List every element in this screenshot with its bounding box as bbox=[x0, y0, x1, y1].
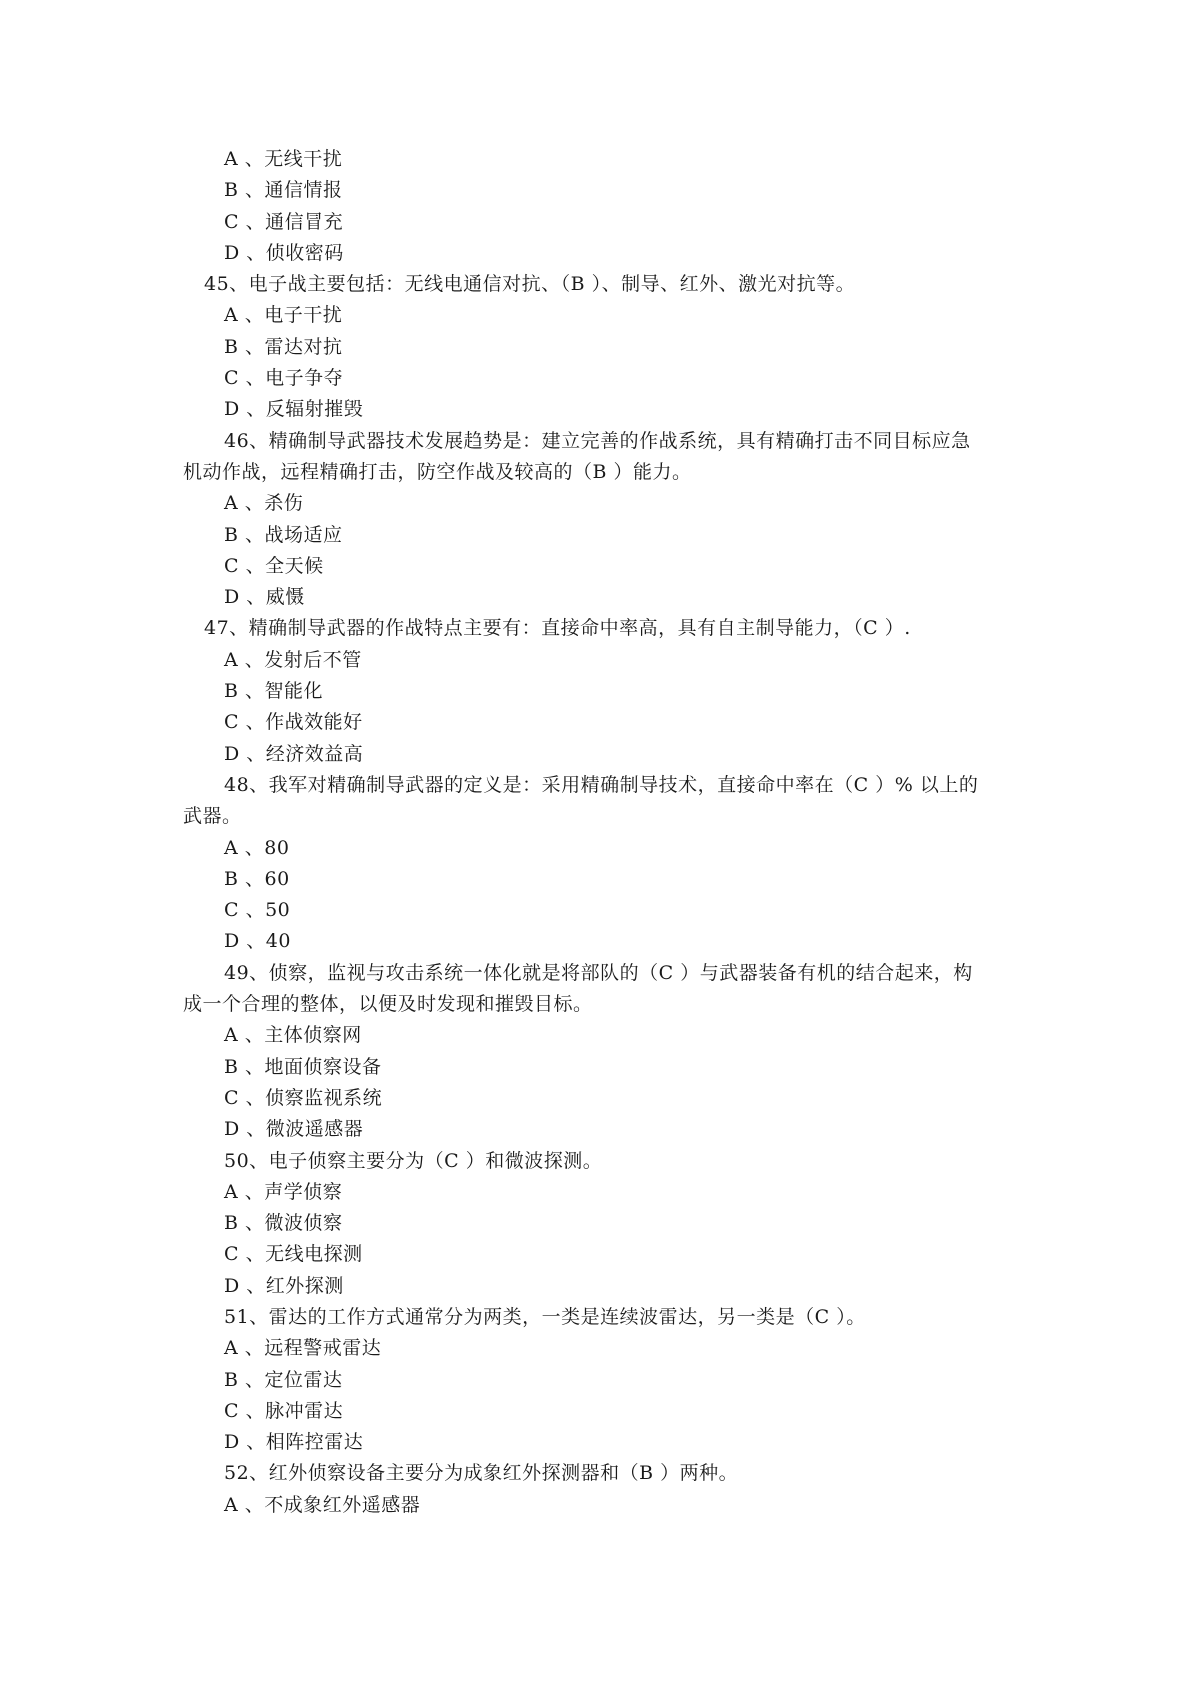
answer-option: C 、脉冲雷达 bbox=[224, 1399, 344, 1422]
answer-option: D 、40 bbox=[224, 930, 291, 953]
answer-option: C 、50 bbox=[224, 899, 291, 922]
answer-option: A 、杀伤 bbox=[224, 492, 304, 515]
question-text: 47、精确制导武器的作战特点主要有：直接命中率高，具有自主制导能力，（C ）. bbox=[204, 617, 911, 640]
answer-option: D 、经济效益高 bbox=[224, 742, 364, 765]
answer-option: A 、主体侦察网 bbox=[224, 1024, 362, 1047]
question-text: 46、精确制导武器技术发展趋势是：建立完善的作战系统，具有精确打击不同目标应急 bbox=[224, 429, 971, 452]
answer-option: D 、相阵控雷达 bbox=[224, 1431, 364, 1454]
question-list bbox=[0, 144, 1191, 1521]
answer-option: A 、不成象红外遥感器 bbox=[224, 1493, 421, 1516]
question-text: 51、雷达的工作方式通常分为两类，一类是连续波雷达，另一类是（C ）。 bbox=[224, 1305, 866, 1328]
answer-option: A 、80 bbox=[224, 836, 290, 859]
question-continuation: 成一个合理的整体，以便及时发现和摧毁目标。 bbox=[183, 993, 593, 1016]
answer-option: D 、微波遥感器 bbox=[224, 1118, 364, 1141]
answer-option: C 、通信冒充 bbox=[224, 210, 344, 233]
answer-option: A 、发射后不管 bbox=[224, 648, 362, 671]
answer-option: B 、定位雷达 bbox=[224, 1368, 343, 1391]
answer-option: D 、威慑 bbox=[224, 586, 305, 609]
answer-option: C 、无线电探测 bbox=[224, 1243, 363, 1266]
answer-option: B 、战场适应 bbox=[224, 523, 343, 546]
question-text: 52、红外侦察设备主要分为成象红外探测器和（B ）两种。 bbox=[224, 1462, 739, 1485]
answer-option: B 、60 bbox=[224, 867, 290, 890]
answer-option: C 、电子争夺 bbox=[224, 367, 344, 390]
question-text: 50、电子侦察主要分为（C ）和微波探测。 bbox=[224, 1149, 603, 1172]
question-continuation: 武器。 bbox=[183, 805, 242, 828]
answer-option: A 、无线干扰 bbox=[224, 148, 343, 170]
answer-option: B 、通信情报 bbox=[224, 179, 343, 202]
answer-option: B 、智能化 bbox=[224, 680, 324, 703]
question-continuation: 机动作战，远程精确打击，防空作战及较高的（B ）能力。 bbox=[183, 460, 692, 483]
answer-option: A 、声学侦察 bbox=[224, 1180, 343, 1203]
answer-option: B 、地面侦察设备 bbox=[224, 1055, 382, 1078]
question-text: 48、我军对精确制导武器的定义是：采用精确制导技术，直接命中率在（C ）% 以上的 bbox=[224, 773, 979, 796]
answer-option: D 、反辐射摧毁 bbox=[224, 398, 364, 421]
answer-option: C 、侦察监视系统 bbox=[224, 1086, 383, 1109]
answer-option: B 、微波侦察 bbox=[224, 1212, 343, 1235]
answer-option: A 、远程警戒雷达 bbox=[224, 1337, 382, 1360]
answer-option: C 、作战效能好 bbox=[224, 711, 363, 734]
answer-option: C 、全天候 bbox=[224, 554, 324, 577]
answer-option: B 、雷达对抗 bbox=[224, 335, 343, 358]
answer-option: D 、侦收密码 bbox=[224, 241, 344, 264]
question-text: 49、侦察，监视与攻击系统一体化就是将部队的（C ）与武器装备有机的结合起来，构 bbox=[224, 961, 973, 984]
answer-option: A 、电子干扰 bbox=[224, 304, 343, 327]
answer-option: D 、红外探测 bbox=[224, 1274, 344, 1297]
question-text: 45、电子战主要包括：无线电通信对抗、（B ）、制导、红外、激光对抗等。 bbox=[204, 273, 856, 296]
